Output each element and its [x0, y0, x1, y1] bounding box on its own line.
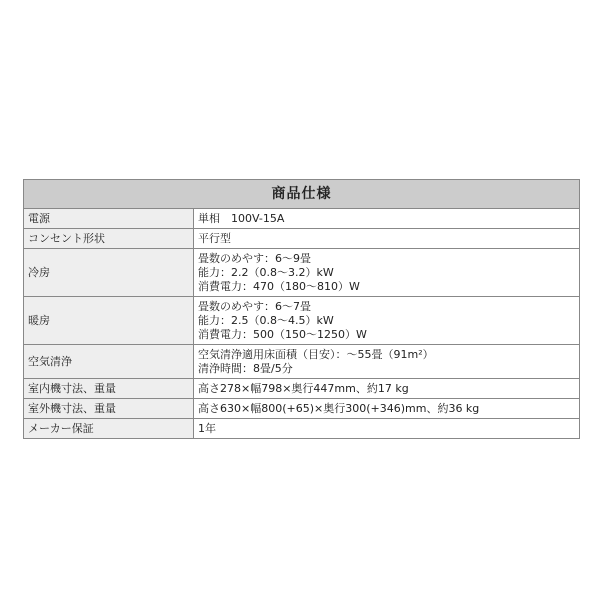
spec-row-indoor-unit — [24, 379, 580, 399]
spec-table — [23, 179, 580, 439]
spec-value-line: 高さ278×幅798×奥行447mm、約17 kg — [198, 381, 409, 395]
spec-label: 冷房 — [24, 249, 194, 297]
spec-label: 暖房 — [24, 297, 194, 345]
spec-value-line: 空気清浄適用床面積（目安）：～55畳（91m²） — [198, 347, 434, 361]
spec-label: 空気清浄 — [24, 345, 194, 379]
spec-value-line: 消費電力：470（180～810）W — [198, 279, 360, 293]
spec-value — [194, 229, 580, 249]
spec-value — [194, 379, 580, 399]
spec-value — [194, 419, 580, 439]
spec-label: メーカー保証 — [24, 419, 194, 439]
spec-value-line: 平行型 — [198, 231, 231, 245]
spec-value — [194, 399, 580, 419]
spec-row-outlet — [24, 229, 580, 249]
spec-value-line: 畳数のめやす：6～9畳 — [198, 251, 311, 265]
spec-value-line: 畳数のめやす：6～7畳 — [198, 299, 311, 313]
spec-title: 商品仕様 — [24, 180, 580, 209]
spec-value-line: 能力：2.2（0.8～3.2）kW — [198, 265, 334, 279]
spec-value-line: 能力：2.5（0.8～4.5）kW — [198, 313, 334, 327]
spec-row-warranty — [24, 419, 580, 439]
spec-value-line: 高さ630×幅800(+65)×奥行300(+346)mm、約36 kg — [198, 401, 480, 415]
spec-label: 室外機寸法、重量 — [24, 399, 194, 419]
spec-row-outdoor-unit — [24, 399, 580, 419]
spec-header-row — [24, 180, 580, 209]
spec-label: コンセント形状 — [24, 229, 194, 249]
spec-value — [194, 249, 580, 297]
spec-label: 室内機寸法、重量 — [24, 379, 194, 399]
spec-value — [194, 345, 580, 379]
spec-label: 電源 — [24, 209, 194, 229]
spec-value — [194, 209, 580, 229]
spec-value-line: 清浄時間：8畳/5分 — [198, 361, 293, 375]
spec-row-power — [24, 209, 580, 229]
spec-value-line: 単相 100V-15A — [198, 211, 285, 225]
spec-row-heating — [24, 297, 580, 345]
spec-value-line: 消費電力：500（150～1250）W — [198, 327, 367, 341]
spec-row-air-purify — [24, 345, 580, 379]
spec-value-line: 1年 — [198, 421, 216, 435]
spec-value — [194, 297, 580, 345]
spec-row-cooling — [24, 249, 580, 297]
